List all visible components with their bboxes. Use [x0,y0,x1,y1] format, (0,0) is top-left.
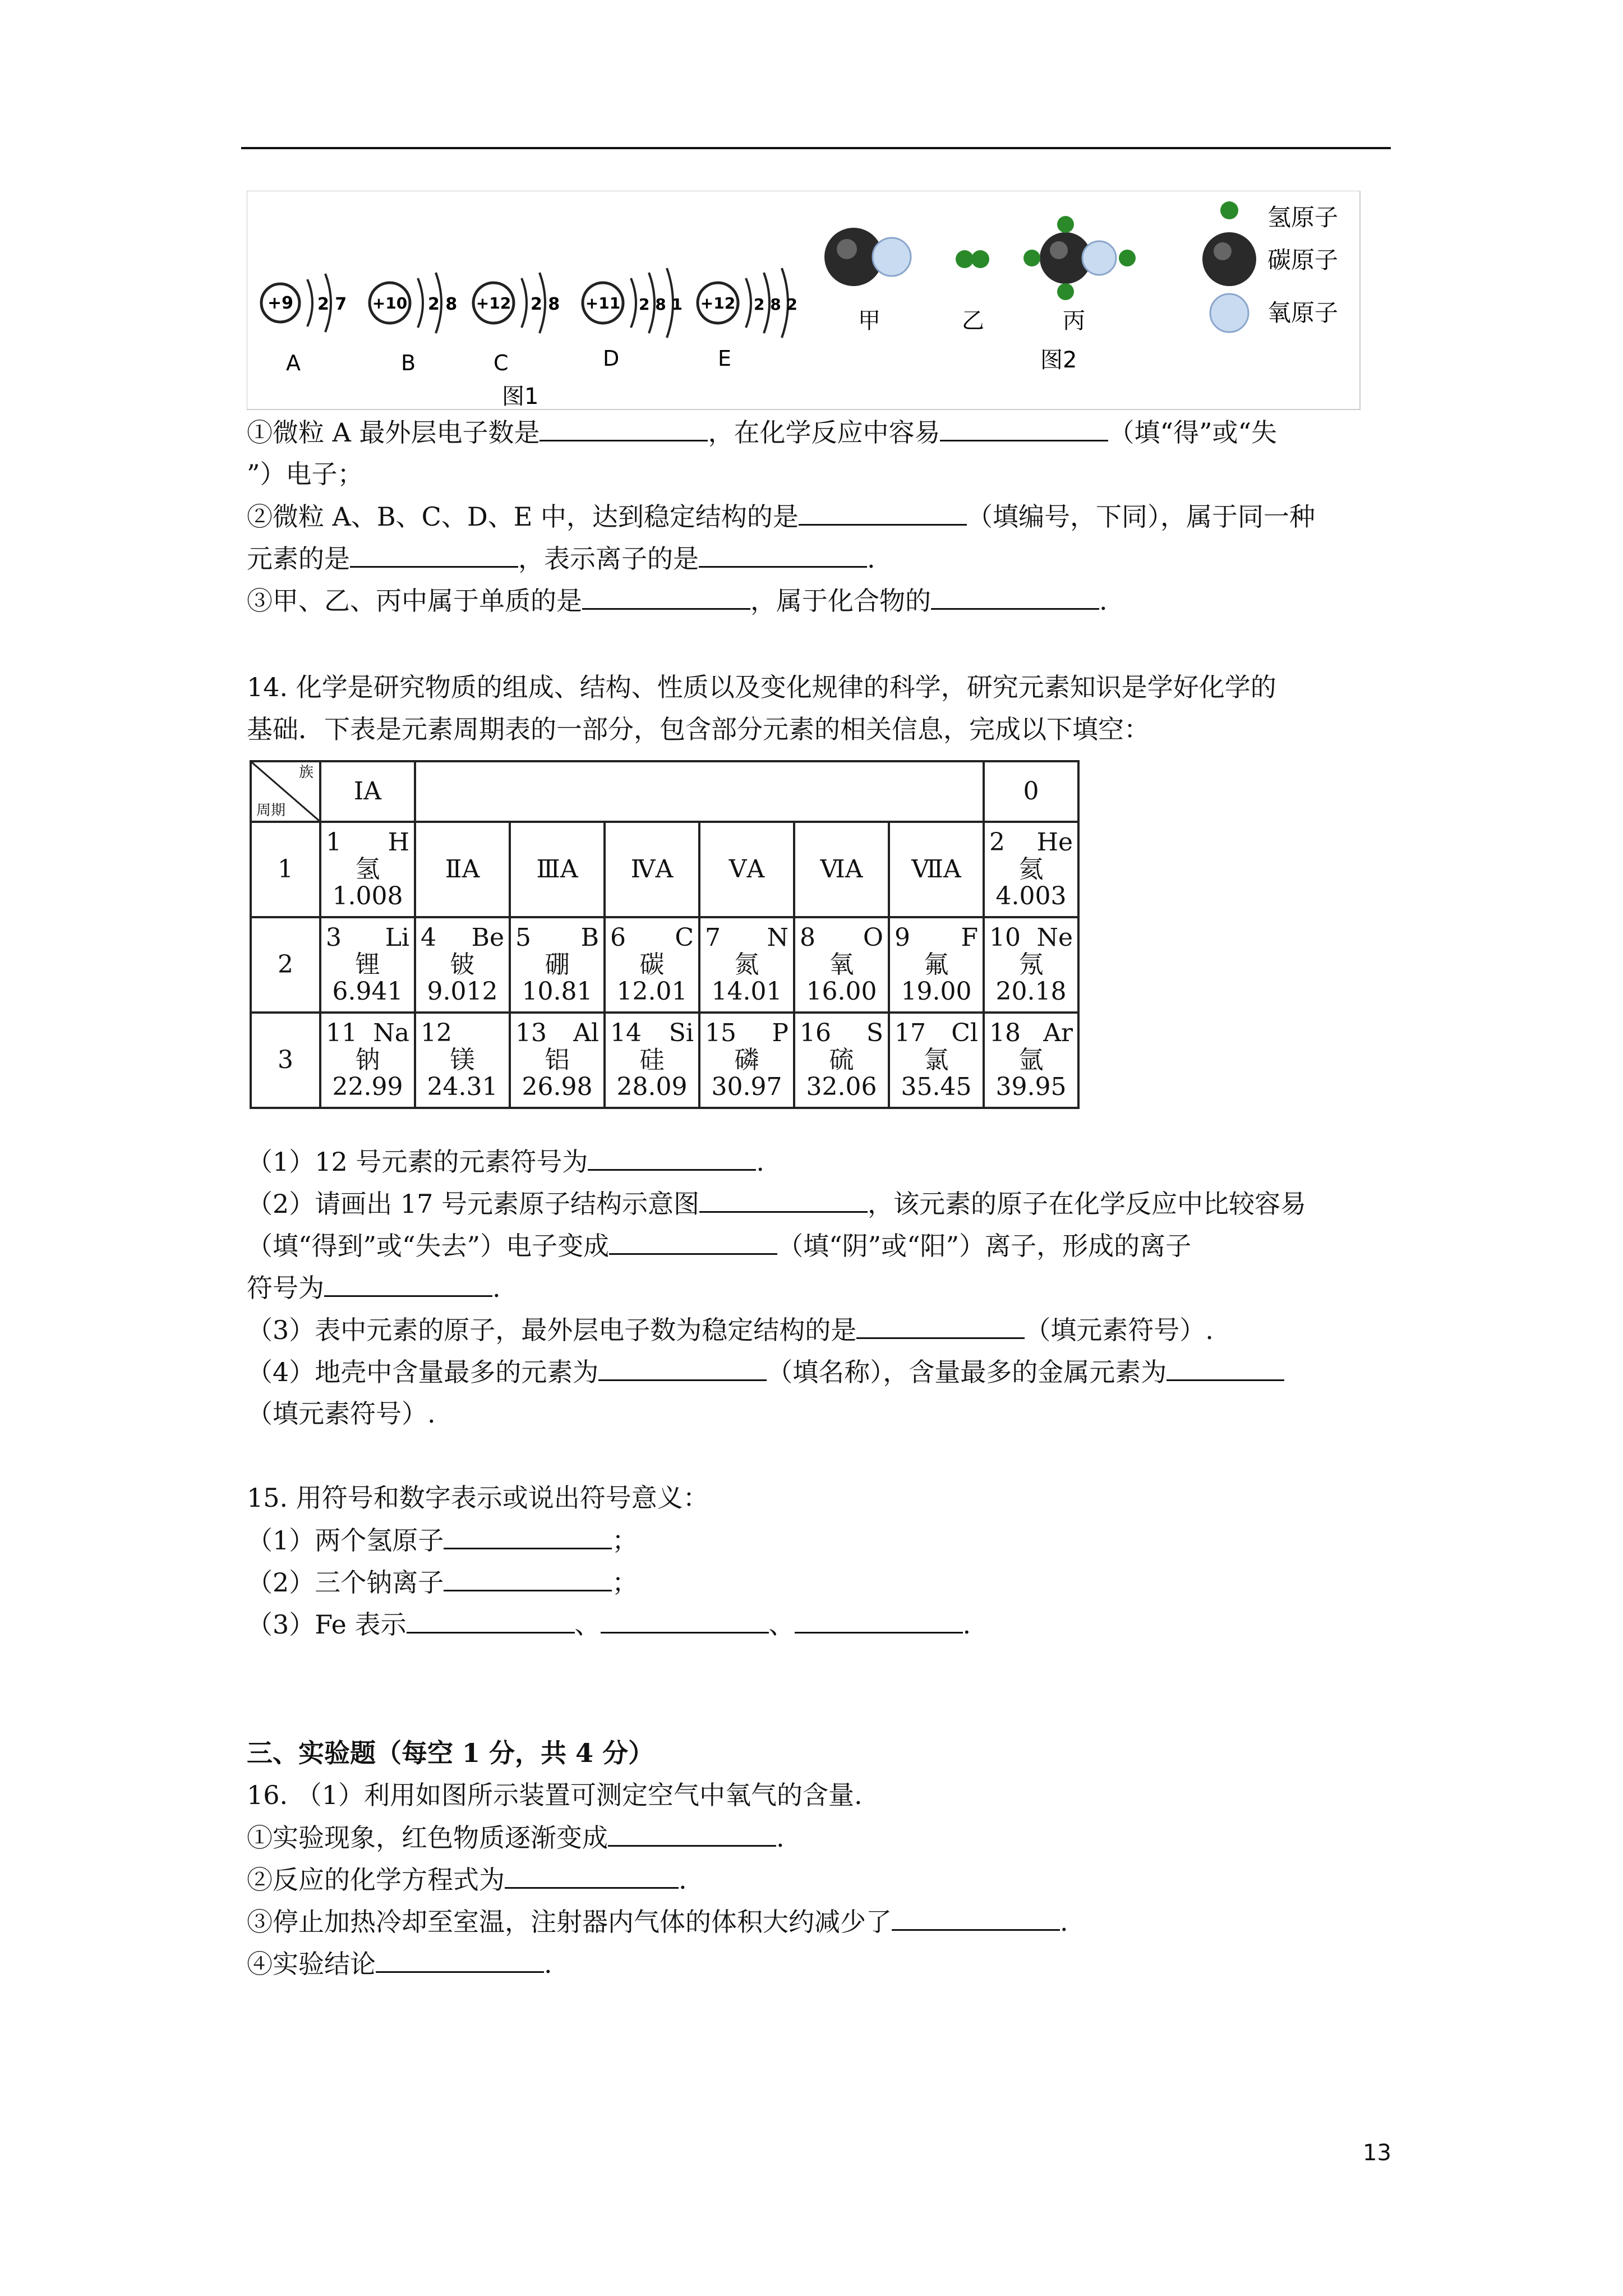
element-S: 16 S 硫 32.06 [794,1013,889,1108]
q14-blank-crust-metal[interactable] [1166,1355,1284,1381]
group-VIA-header: ⅥA [794,822,889,917]
atom-E-nucleus: +12 [700,294,736,312]
q13-blank-compound[interactable] [931,583,1099,610]
table-top-gap [415,761,984,822]
q13-blank-element-substance[interactable] [582,583,750,610]
legend-oxygen-swatch [1210,294,1248,332]
period-2: 2 [251,917,320,1013]
atom-A-nucleus: +9 [267,293,294,313]
atom-D-shells: 2 8 1 [639,295,683,314]
q16-blank-volume[interactable] [892,1904,1060,1931]
q15-blank-two-hydrogen[interactable] [444,1523,612,1549]
group-VA-header: ⅤA [699,822,794,917]
element-Mg: 12 镁 24.31 [415,1013,510,1108]
q16-line5: ④实验结论 . [247,1947,552,1981]
group-IA-header: ⅠA [320,761,415,822]
element-Si: 14 Si 硅 28.09 [605,1013,699,1108]
element-Al: 13 Al 铝 26.98 [510,1013,605,1108]
molecule-jia-label: 甲 [858,308,880,334]
element-Li: 3 Li 锂 6.941 [320,917,415,1013]
header-rule [241,147,1391,149]
atom-C [473,273,560,375]
q14-line2: 基础．下表是元素周期表的一部分，包含部分元素的相关信息，完成以下填空： [247,714,1150,744]
q16-line3: ②反应的化学方程式为 . [247,1862,687,1897]
figure-atoms-molecules [247,191,1368,415]
q14-blank-diagram-17[interactable] [699,1186,868,1213]
atom-C-shells: 2 8 [531,295,560,314]
group-VIIA-header: ⅦA [889,822,984,917]
element-H: 1 H 氢 1.008 [320,822,415,917]
q16-blank-conclusion[interactable] [376,1947,544,1973]
legend [1202,201,1338,332]
element-B: 5 B 硼 10.81 [510,917,605,1013]
molecule-yi-label: 乙 [962,308,984,334]
q16-blank-equation[interactable] [505,1862,679,1889]
group-0-header: 0 [984,761,1078,822]
q16-line4: ③停止加热冷却至室温，注射器内气体的体积大约减少了 . [247,1904,1068,1939]
q14-blank-ion-type[interactable] [609,1228,777,1255]
atom-D-nucleus: +11 [585,294,621,312]
q13-blank-outer-electrons[interactable] [540,415,708,441]
q14-blank-ion-symbol[interactable] [324,1271,492,1297]
period-1: 1 [251,822,320,917]
q15-line2: （1）两个氢原子 ； [247,1523,638,1557]
element-C: 6 C 碳 12.01 [605,917,699,1013]
atom-B-nucleus: +10 [372,294,408,312]
atom-A-label: A [286,351,301,375]
group-IIIA-header: ⅢA [510,822,605,917]
q14-sub2: （2）请画出 17 号元素原子结构示意图 ，该元素的原子在化学反应中比较容易 [247,1186,1306,1221]
q14-sub4: 符号为 . [247,1271,501,1305]
q16-line2: ①实验现象，红色物质逐渐变成 . [247,1820,785,1855]
q16-blank-color[interactable] [608,1820,776,1847]
element-Cl: 17 Cl 氯 35.45 [889,1013,984,1108]
q14-sub6: （4）地壳中含量最多的元素为 （填名称），含量最多的金属元素为 [247,1355,1284,1389]
q13-blank-gain-lose[interactable] [940,415,1108,441]
element-O: 8 O 氧 16.00 [794,917,889,1013]
atom-B-label: B [401,351,416,375]
atom-A [261,274,347,375]
atom-D [583,268,683,371]
element-P: 15 P 磷 30.97 [699,1013,794,1108]
q14-blank-symbol-12[interactable] [588,1144,756,1171]
legend-carbon: 碳原子 [1267,246,1339,274]
q14-sub5: （3）表中元素的原子，最外层电子数为稳定结构的是 （填元素符号）. [247,1313,1214,1347]
atom-B [370,273,457,375]
section3-heading: 三、实验题（每空 1 分，共 4 分） [247,1738,654,1768]
q14-sub7: （填元素符号）. [247,1398,436,1429]
q13-line4: 元素的是 ，表示离子的是 . [247,541,875,576]
element-Be: 4 Be 铍 9.012 [415,917,510,1013]
q15-blank-fe-3[interactable] [795,1607,963,1634]
fig2-caption: 图2 [1040,347,1077,373]
q15-line3: （2）三个钠离子 ； [247,1565,638,1599]
element-F: 9 F 氟 19.00 [889,917,984,1013]
q13-line5: ③甲、乙、丙中属于单质的是 ，属于化合物的 . [247,583,1108,618]
q15-blank-fe-1[interactable] [407,1607,575,1634]
atom-E-label: E [718,346,732,371]
element-N: 7 N 氮 14.01 [699,917,794,1013]
q13-line1: ①微粒 A 最外层电子数是 ，在化学反应中容易 （填“得”或“失 [247,415,1277,449]
molecule-bing [1023,216,1136,334]
periodic-table [250,760,1080,1109]
q14-sub1: （1）12 号元素的元素符号为 . [247,1144,764,1179]
period-3: 3 [251,1013,320,1108]
legend-carbon-swatch [1202,232,1256,286]
element-He: 2 He 氦 4.003 [984,822,1078,917]
group-IIA-header: ⅡA [415,822,510,917]
figure-svg [247,191,1368,415]
atom-D-label: D [603,346,620,371]
q13-blank-same-element[interactable] [350,541,518,568]
page-number: 13 [1363,2140,1391,2166]
legend-hydrogen: 氢原子 [1267,204,1339,231]
table-corner: 族 周期 [251,761,320,822]
q14-sub3: （填“得到”或“失去”）电子变成 （填“阴”或“阳”）离子，形成的离子 [247,1228,1191,1263]
atom-E-shells: 2 8 2 [754,295,797,314]
q14-blank-crust-element[interactable] [598,1355,767,1381]
legend-oxygen: 氧原子 [1267,299,1339,326]
q14-blank-stable-elements[interactable] [856,1313,1025,1339]
q13-blank-stable[interactable] [799,499,967,526]
atom-E [698,268,797,371]
q15-line4: （3）Fe 表示 、 、 . [247,1607,971,1641]
fig1-caption: 图1 [502,384,539,409]
molecule-jia [824,228,911,334]
element-Ar: 18 Ar 氩 39.95 [984,1013,1078,1108]
q13-line3: ②微粒 A、B、C、D、E 中，达到稳定结构的是 （填编号，下同），属于同一种 [247,499,1315,533]
atom-C-label: C [494,351,509,375]
element-Ne: 10 Ne 氖 20.18 [984,917,1078,1013]
molecule-bing-label: 丙 [1063,308,1085,334]
q13-blank-ion[interactable] [699,541,867,568]
q15-blank-three-sodium[interactable] [444,1565,612,1591]
molecule-yi [956,250,989,334]
q16-line1: 16. （1）利用如图所示装置可测定空气中氧气的含量. [247,1780,863,1810]
legend-hydrogen-swatch [1220,201,1238,219]
q14-line1: 14. 化学是研究物质的组成、结构、性质以及变化规律的科学，研究元素知识是学好化学的 [247,672,1276,702]
group-IVA-header: ⅣA [605,822,699,917]
q15-blank-fe-2[interactable] [601,1607,769,1634]
q15-line1: 15. 用符号和数字表示或说出符号意义： [247,1483,709,1513]
element-Na: 11 Na 钠 22.99 [320,1013,415,1108]
q13-line2: ”）电子； [247,459,363,489]
atom-A-shells: 2 7 [317,295,347,314]
atom-C-nucleus: +12 [476,294,511,312]
atom-B-shells: 2 8 [428,295,458,314]
